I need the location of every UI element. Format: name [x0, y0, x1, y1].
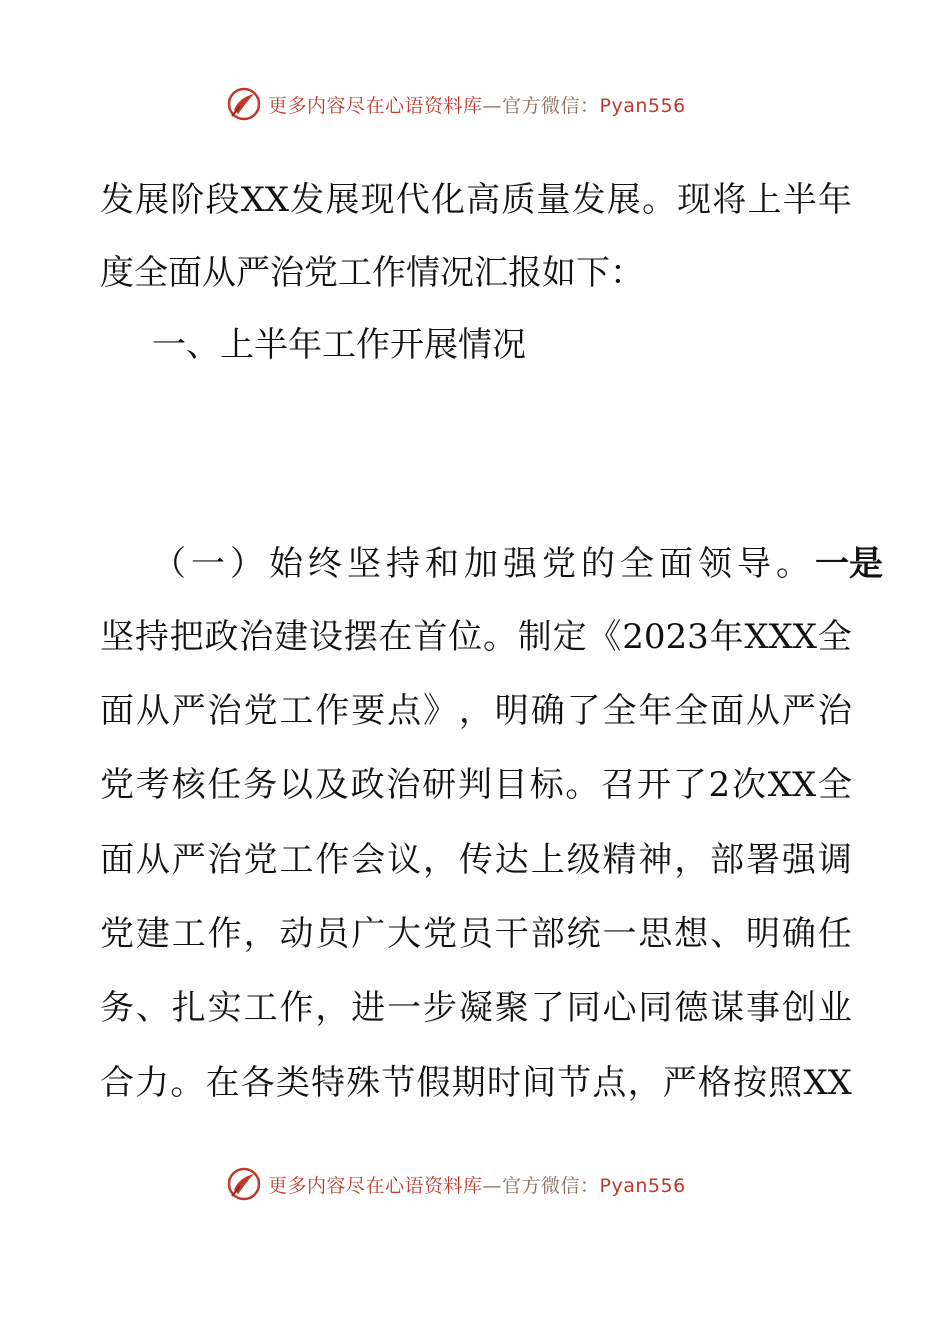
text-char: XX — [803, 1063, 852, 1103]
text-char: 面 — [710, 691, 745, 731]
text-char: 发 — [571, 180, 606, 220]
text-char: 党 — [100, 765, 134, 805]
header-watermark — [226, 84, 686, 124]
text-char: 确 — [530, 691, 565, 731]
text-char: 设 — [308, 617, 343, 657]
text-char: 工 — [279, 840, 314, 880]
text-char: 。 — [565, 765, 600, 805]
text-char: 段 — [205, 180, 240, 220]
text-char: 年 — [638, 691, 673, 731]
text-char: 》 — [423, 691, 458, 731]
text-char: 务 — [243, 765, 278, 805]
body-line — [100, 914, 852, 954]
text-char: 位 — [448, 617, 483, 657]
brand-logo-icon — [226, 1166, 262, 1202]
text-char: 强 — [781, 840, 816, 880]
text-char: 建 — [135, 914, 170, 954]
text-char: 一 — [602, 914, 637, 954]
text-char: 全 — [602, 691, 637, 731]
body-line — [100, 691, 852, 731]
text-char: 作 — [207, 914, 242, 954]
text-char: 作 — [279, 988, 314, 1028]
text-char: 广 — [351, 914, 386, 954]
text-char: ， — [458, 691, 493, 731]
text-char: 节 — [381, 1063, 416, 1103]
text-char: 治 — [817, 691, 852, 731]
text-char: 扎 — [171, 988, 206, 1028]
text-char: 创 — [781, 988, 816, 1028]
watermark-text: 更多内容尽在心语资料库—官方微信：Pyan556 — [268, 94, 686, 117]
text-char: 节 — [557, 1063, 592, 1103]
text-char: 全 — [674, 691, 709, 731]
body-line — [100, 765, 852, 805]
text-char: 传 — [458, 840, 493, 880]
text-char: 员 — [458, 914, 493, 954]
body-line — [100, 840, 852, 880]
text-char: 作 — [315, 691, 350, 731]
text-char: 次 — [731, 765, 766, 805]
text-char: 员 — [315, 914, 350, 954]
text-char: 治 — [207, 840, 242, 880]
text-char: 发 — [100, 180, 134, 220]
text-char: 部 — [710, 840, 745, 880]
text-char: 级 — [566, 840, 601, 880]
body-line: 度全面从严治党工作情况汇报如下： — [100, 253, 644, 293]
text-char: 。 — [482, 617, 517, 657]
text-char: 摆 — [343, 617, 378, 657]
text-char: ， — [674, 840, 709, 880]
text-char: ， — [423, 840, 458, 880]
text-char: 半 — [782, 180, 817, 220]
text-char: 面 — [100, 691, 134, 731]
text-char: 谋 — [710, 988, 745, 1028]
text-char: 政 — [350, 765, 385, 805]
text-char: 从 — [135, 691, 170, 731]
text-char: 判 — [457, 765, 492, 805]
text-char: 高 — [466, 180, 501, 220]
text-char: 发 — [290, 180, 325, 220]
text-char: 质 — [501, 180, 536, 220]
brand-logo-icon — [226, 86, 262, 122]
subsection-heading-line — [152, 544, 883, 584]
text-char: 严 — [781, 691, 816, 731]
text-char: 任 — [207, 765, 242, 805]
text-char: 全 — [817, 617, 852, 657]
text-char: 定 — [552, 617, 587, 657]
text-char: 面 — [100, 840, 134, 880]
text-char: 务 — [100, 988, 134, 1028]
text-char: 治 — [207, 691, 242, 731]
text-char: 开 — [636, 765, 671, 805]
text-char: 召 — [601, 765, 636, 805]
text-char: 从 — [746, 691, 781, 731]
text-char: 。 — [170, 1063, 205, 1103]
text-char: 、 — [710, 914, 745, 954]
text-char: 时 — [486, 1063, 521, 1103]
text-char: 各 — [240, 1063, 275, 1103]
text-char: 阶 — [170, 180, 205, 220]
text-char: 代 — [395, 180, 430, 220]
text-char: 2 — [708, 765, 731, 805]
text-char: 照 — [768, 1063, 803, 1103]
text-char: 同 — [566, 988, 601, 1028]
text-char: 建 — [274, 617, 309, 657]
text-char: 要 — [351, 691, 386, 731]
text-char: 治 — [386, 765, 421, 805]
text-char: 党 — [243, 691, 278, 731]
text-char: 目 — [493, 765, 528, 805]
text-char: 期 — [451, 1063, 486, 1103]
text-char: 、 — [135, 988, 170, 1028]
body-line — [100, 988, 852, 1028]
text-char: 达 — [494, 840, 529, 880]
text-char: 了 — [566, 691, 601, 731]
text-char: 核 — [171, 765, 206, 805]
text-char: XX — [767, 765, 817, 805]
text-char: 精 — [602, 840, 637, 880]
text-char: 德 — [674, 988, 709, 1028]
text-char: 进 — [351, 988, 386, 1028]
text-char: 作 — [315, 840, 350, 880]
text-char: 展 — [325, 180, 360, 220]
text-char: 制 — [517, 617, 552, 657]
watermark-text: 更多内容尽在心语资料库—官方微信：Pyan556 — [268, 1174, 686, 1197]
text-char: 按 — [733, 1063, 768, 1103]
text-char: 署 — [746, 840, 781, 880]
text-char: 以 — [278, 765, 313, 805]
text-char: 部 — [530, 914, 565, 954]
text-char: 想 — [674, 914, 709, 954]
text-char: 研 — [422, 765, 457, 805]
text-char: 同 — [638, 988, 673, 1028]
text-char: 量 — [536, 180, 571, 220]
text-char: 事 — [746, 988, 781, 1028]
text-char: 化 — [430, 180, 465, 220]
text-char: 特 — [311, 1063, 346, 1103]
subsection-heading: （一）始终坚持和加强党的全面领导。 — [152, 544, 815, 584]
text-char: 任 — [817, 914, 852, 954]
text-char: 工 — [243, 988, 278, 1028]
text-char: 及 — [314, 765, 349, 805]
text-char: 把 — [169, 617, 204, 657]
text-char: 坚 — [100, 617, 134, 657]
text-char: 治 — [239, 617, 274, 657]
footer-watermark — [226, 1164, 686, 1204]
text-char: 严 — [662, 1063, 697, 1103]
text-char: 上 — [747, 180, 782, 220]
text-char: 思 — [638, 914, 673, 954]
text-char: 上 — [530, 840, 565, 880]
text-char: 明 — [746, 914, 781, 954]
text-char: 合 — [100, 1063, 134, 1103]
text-char: 业 — [817, 988, 852, 1028]
body-line — [100, 1063, 852, 1103]
text-char: 凝 — [458, 988, 493, 1028]
text-char: 在 — [205, 1063, 240, 1103]
text-char: 动 — [279, 914, 314, 954]
text-char: 议 — [387, 840, 422, 880]
body-line — [100, 617, 852, 657]
text-char: 步 — [423, 988, 458, 1028]
text-char: 类 — [275, 1063, 310, 1103]
text-char: 间 — [522, 1063, 557, 1103]
text-char: 政 — [204, 617, 239, 657]
text-char: 神 — [638, 840, 673, 880]
text-char: 格 — [697, 1063, 732, 1103]
text-char: 党 — [423, 914, 458, 954]
text-char: 展 — [606, 180, 641, 220]
text-char: 点 — [592, 1063, 627, 1103]
text-char: 《 — [587, 617, 622, 657]
text-char: 殊 — [346, 1063, 381, 1103]
text-char: 现 — [360, 180, 395, 220]
text-char: 考 — [135, 765, 170, 805]
text-char: 实 — [207, 988, 242, 1028]
text-char: 明 — [494, 691, 529, 731]
text-char: XX — [240, 180, 290, 220]
text-char: 展 — [135, 180, 170, 220]
text-char: 力 — [135, 1063, 170, 1103]
text-char: 年 — [709, 617, 744, 657]
text-char: 了 — [530, 988, 565, 1028]
text-char: 年 — [817, 180, 852, 220]
text-char: 将 — [712, 180, 747, 220]
text-char: 首 — [413, 617, 448, 657]
text-char: 党 — [100, 914, 134, 954]
text-char: 持 — [134, 617, 169, 657]
text-char: 全 — [818, 765, 852, 805]
text-char: 在 — [378, 617, 413, 657]
text-char: 2023 — [622, 617, 709, 657]
text-char: 会 — [351, 840, 386, 880]
text-char: 严 — [171, 840, 206, 880]
text-char: 。 — [642, 180, 676, 220]
text-char: 点 — [387, 691, 422, 731]
text-char: XXX — [744, 617, 817, 657]
text-char: 调 — [817, 840, 852, 880]
section-heading: 一、上半年工作开展情况 — [152, 325, 526, 365]
text-char: ， — [243, 914, 278, 954]
text-char: 统 — [566, 914, 601, 954]
text-char: 假 — [416, 1063, 451, 1103]
text-char: ， — [315, 988, 350, 1028]
text-char: 严 — [171, 691, 206, 731]
text-char: 现 — [677, 180, 712, 220]
emphasis-text: 一是 — [815, 544, 883, 584]
text-char: 党 — [243, 840, 278, 880]
text-char: 了 — [672, 765, 707, 805]
text-char: 干 — [494, 914, 529, 954]
text-char: 大 — [387, 914, 422, 954]
text-char: 心 — [602, 988, 637, 1028]
text-char: 确 — [781, 914, 816, 954]
text-char: 工 — [279, 691, 314, 731]
text-char: 一 — [387, 988, 422, 1028]
body-line — [100, 180, 852, 220]
text-char: 聚 — [494, 988, 529, 1028]
text-char: 从 — [135, 840, 170, 880]
text-char: 标 — [529, 765, 564, 805]
text-char: ， — [627, 1063, 662, 1103]
text-char: 工 — [171, 914, 206, 954]
